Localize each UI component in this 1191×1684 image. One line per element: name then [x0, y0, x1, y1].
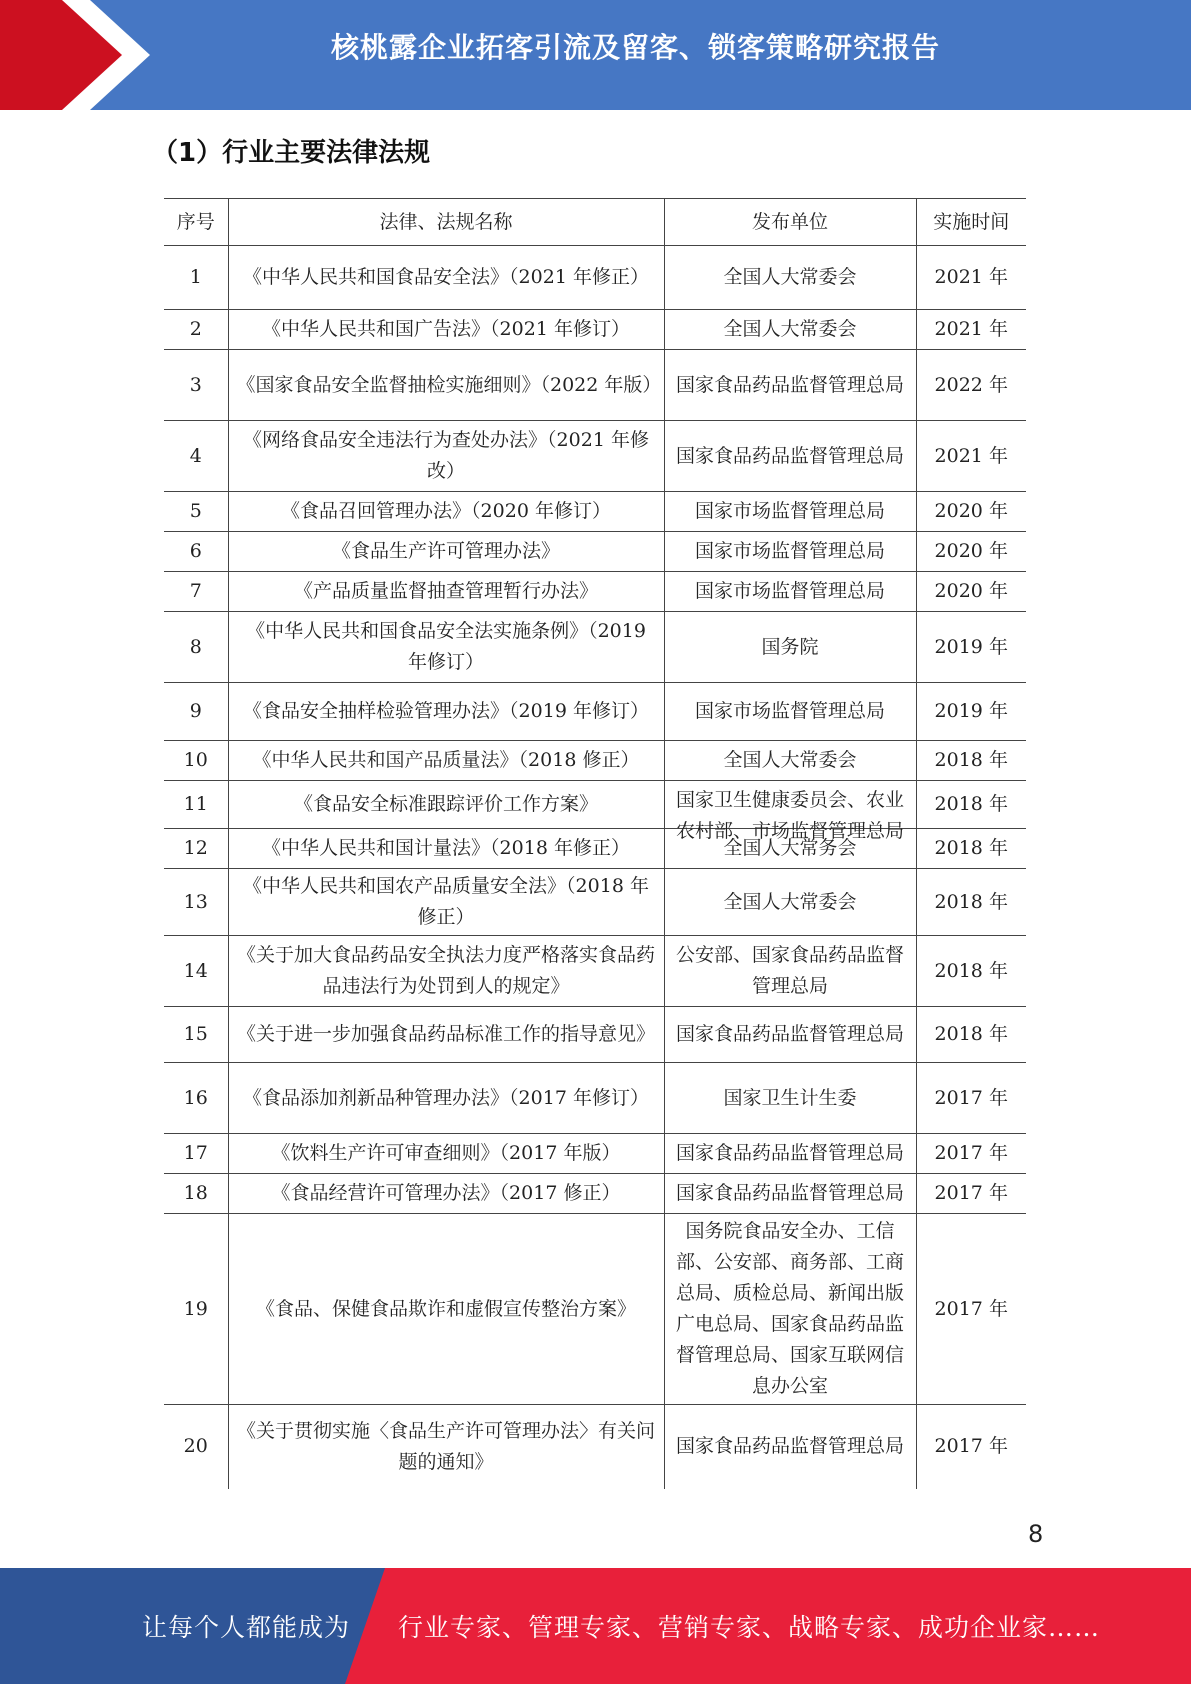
table-row: [164, 1134, 1026, 1174]
effective-year: 2021 年: [916, 246, 1026, 310]
column-header-number: 序号: [164, 199, 228, 246]
table-row: [164, 246, 1026, 310]
law-name: 《食品安全标准跟踪评价工作方案》: [228, 781, 664, 829]
law-name: 《中华人民共和国计量法》（2018 年修正）: [228, 829, 664, 869]
issuer: [664, 1134, 916, 1174]
row-number: 20: [164, 1405, 228, 1489]
effective-year: 2021 年: [916, 310, 1026, 350]
effective-year: 2018 年: [916, 781, 1026, 829]
row-number: 13: [164, 869, 228, 936]
table-row: [164, 350, 1026, 421]
table-row: [164, 492, 1026, 532]
table-row: [164, 1063, 1026, 1134]
effective-year: 2020 年: [916, 532, 1026, 572]
effective-year: 2019 年: [916, 683, 1026, 741]
law-name: 《食品生产许可管理办法》: [228, 532, 664, 572]
table-row: [164, 1174, 1026, 1214]
law-name: 《食品经营许可管理办法》（2017 修正）: [228, 1174, 664, 1214]
issuer: [664, 781, 916, 842]
issuer: 国家食品药品监督管理总局: [664, 350, 916, 421]
issuer: 公安部、国家食品药品监督管理总局: [664, 936, 916, 1007]
effective-year: 2020 年: [916, 492, 1026, 532]
law-name: 《中华人民共和国食品安全法》（2021 年修正）: [228, 246, 664, 310]
issuer-text: 国家食品药品监督管理总局: [675, 1142, 904, 1164]
footer-slogan-left: 让每个人都能成为: [142, 1613, 351, 1642]
page-footer: [0, 1568, 1191, 1684]
law-name: 《国家食品安全监督抽检实施细则》（2022 年版）: [228, 350, 664, 421]
issuer: 全国人大常务会: [664, 829, 916, 869]
law-name: 《中华人民共和国食品安全法实施条例》（2019 年修订）: [228, 612, 664, 683]
row-number: 6: [164, 532, 228, 572]
law-name: 《产品质量监督抽查管理暂行办法》: [228, 572, 664, 612]
effective-year: 2022 年: [916, 350, 1026, 421]
law-name: 《关于加大食品药品安全执法力度严格落实食品药品违法行为处罚到人的规定》: [228, 936, 664, 1007]
law-name: 《食品安全抽样检验管理办法》（2019 年修订）: [228, 683, 664, 741]
issuer: 国家食品药品监督管理总局: [664, 421, 916, 492]
row-number: 17: [164, 1134, 228, 1174]
row-number: 16: [164, 1063, 228, 1134]
effective-year: 2018 年: [916, 741, 1026, 781]
row-number: 4: [164, 421, 228, 492]
row-number: 11: [164, 781, 228, 829]
table-row: [164, 781, 1026, 829]
table-row: [164, 1214, 1026, 1405]
row-number: 14: [164, 936, 228, 1007]
effective-year: 2017 年: [916, 1063, 1026, 1134]
effective-year: 2017 年: [916, 1134, 1026, 1174]
row-number: 19: [164, 1214, 228, 1405]
law-name: 《食品、保健食品欺诈和虚假宣传整治方案》: [228, 1214, 664, 1405]
table-row: [164, 741, 1026, 781]
issuer: 全国人大常委会: [664, 246, 916, 310]
column-header-date: 实施时间: [916, 199, 1026, 246]
law-name: 《中华人民共和国农产品质量安全法》（2018 年修正）: [228, 869, 664, 936]
report-title: 核桃露企业拓客引流及留客、锁客策略研究报告: [330, 31, 940, 64]
issuer: [664, 1174, 916, 1214]
issuer-text: 国家食品药品监督管理总局: [675, 1182, 904, 1204]
issuer: 国家市场监督管理总局: [664, 532, 916, 572]
issuer: 全国人大常委会: [664, 741, 916, 781]
effective-year: 2018 年: [916, 829, 1026, 869]
page-number: 8: [1028, 1520, 1044, 1548]
law-name: 《中华人民共和国产品质量法》（2018 修正）: [228, 741, 664, 781]
issuer: 国家食品药品监督管理总局: [664, 1007, 916, 1063]
table-row: [164, 869, 1026, 936]
effective-year: 2018 年: [916, 936, 1026, 1007]
issuer: 国家市场监督管理总局: [664, 492, 916, 532]
row-number: 8: [164, 612, 228, 683]
table-row: [164, 936, 1026, 1007]
page-header: [0, 0, 1191, 110]
issuer: 国务院: [664, 612, 916, 683]
issuer: 全国人大常委会: [664, 869, 916, 936]
column-header-name: 法律、法规名称: [228, 199, 664, 246]
law-name: 《关于贯彻实施〈食品生产许可管理办法〉有关问题的通知》: [228, 1405, 664, 1489]
law-name: 《中华人民共和国广告法》（2021 年修订）: [228, 310, 664, 350]
table-row: [164, 421, 1026, 492]
issuer-text: 国家卫生健康委员会、农业农村部、市场监督管理总局: [675, 788, 904, 842]
issuer: 国家市场监督管理总局: [664, 572, 916, 612]
section-heading: （1）行业主要法律法规: [152, 138, 431, 168]
row-number: 1: [164, 246, 228, 310]
row-number: 18: [164, 1174, 228, 1214]
footer-slogan-right: 行业专家、管理专家、营销专家、战略专家、成功企业家……: [398, 1613, 1101, 1642]
issuer: 国家卫生计生委: [664, 1063, 916, 1134]
law-name: 《饮料生产许可审查细则》（2017 年版）: [228, 1134, 664, 1174]
table-row: [164, 532, 1026, 572]
table-row: [164, 1007, 1026, 1063]
effective-year: 2017 年: [916, 1214, 1026, 1405]
row-number: 7: [164, 572, 228, 612]
effective-year: 2021 年: [916, 421, 1026, 492]
row-number: 2: [164, 310, 228, 350]
table-row: [164, 310, 1026, 350]
effective-year: 2018 年: [916, 1007, 1026, 1063]
law-name: 《网络食品安全违法行为查处办法》（2021 年修改）: [228, 421, 664, 492]
law-name: 《食品添加剂新品种管理办法》（2017 年修订）: [228, 1063, 664, 1134]
row-number: 10: [164, 741, 228, 781]
effective-year: 2017 年: [916, 1174, 1026, 1214]
row-number: 3: [164, 350, 228, 421]
issuer: 国家市场监督管理总局: [664, 683, 916, 741]
issuer: 国务院食品安全办、工信部、公安部、商务部、工商总局、质检总局、新闻出版广电总局、国家食品药品监督管理总局、国家互联网信息办公室: [664, 1214, 916, 1405]
table-header-row: [164, 199, 1026, 246]
row-number: 15: [164, 1007, 228, 1063]
row-number: 12: [164, 829, 228, 869]
row-number: 5: [164, 492, 228, 532]
effective-year: 2017 年: [916, 1405, 1026, 1489]
table-row: [164, 1405, 1026, 1489]
law-name: 《关于进一步加强食品药品标准工作的指导意见》: [228, 1007, 664, 1063]
table-row: [164, 612, 1026, 683]
law-name: 《食品召回管理办法》（2020 年修订）: [228, 492, 664, 532]
column-header-issuer: 发布单位: [664, 199, 916, 246]
issuer: 国家食品药品监督管理总局: [664, 1405, 916, 1489]
effective-year: 2019 年: [916, 612, 1026, 683]
effective-year: 2020 年: [916, 572, 1026, 612]
table-row: [164, 572, 1026, 612]
laws-table: [164, 198, 1026, 1489]
row-number: 9: [164, 683, 228, 741]
table-row: [164, 683, 1026, 741]
issuer: 全国人大常委会: [664, 310, 916, 350]
effective-year: 2018 年: [916, 869, 1026, 936]
